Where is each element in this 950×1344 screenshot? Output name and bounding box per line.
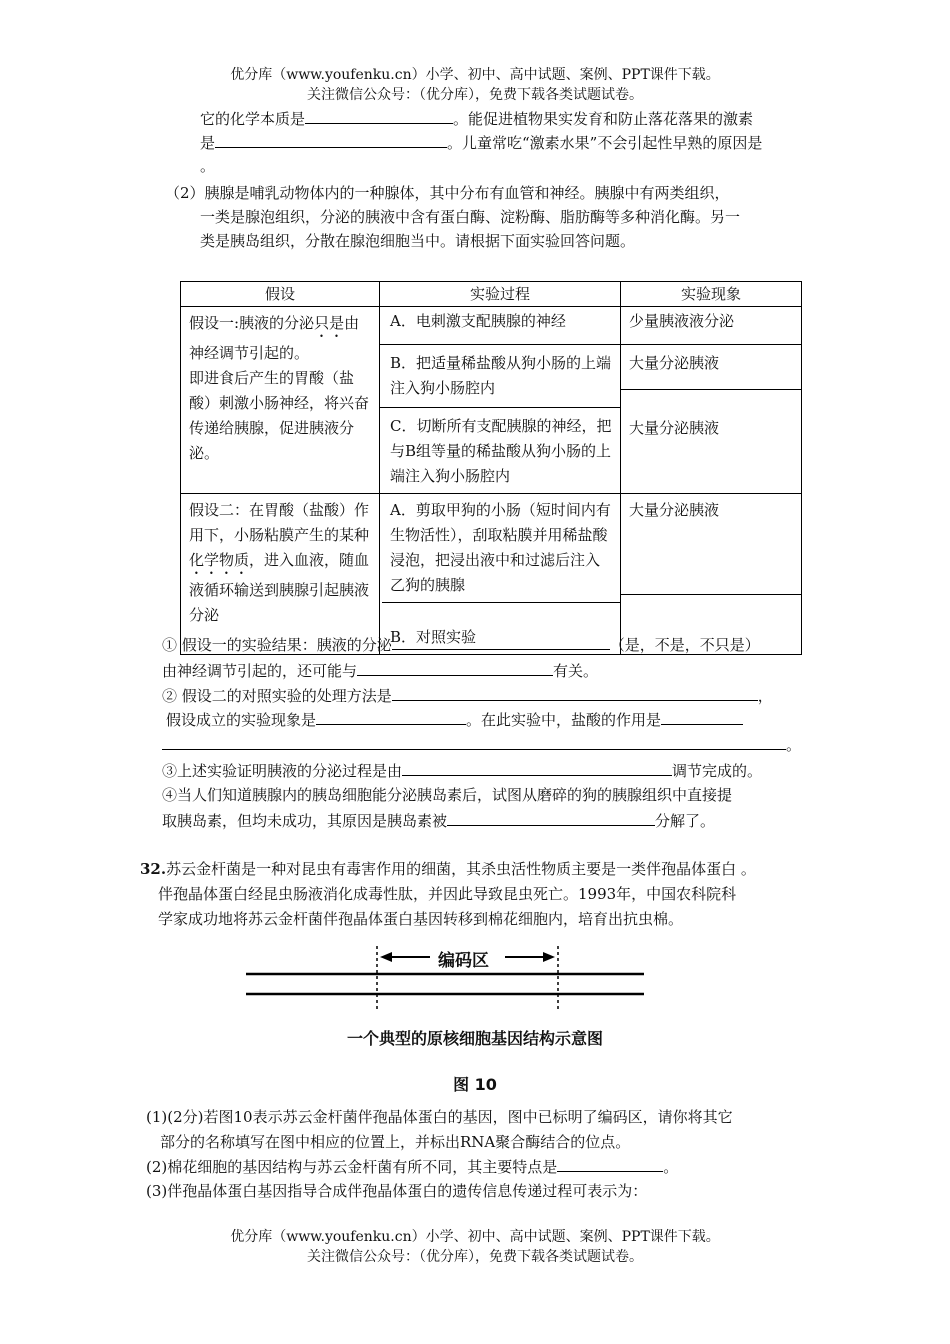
hypothesis-1 — [181, 307, 380, 494]
result-c: 大量分泌胰液 — [621, 389, 801, 441]
process-c: C．切断所有支配胰腺的神经，把与B组等量的稀盐酸从狗小肠的上端注入狗小肠腔内 — [380, 407, 620, 489]
header-line-1: 优分库（www.youfenku.cn）小学、初中、高中试题、案例、PPT课件下载。 — [230, 67, 720, 83]
blank[interactable] — [447, 809, 655, 826]
text: 由神经调节引起的。 — [189, 314, 360, 362]
text: 它的化学本质是 — [200, 110, 306, 128]
process-2 — [380, 494, 621, 655]
footer-line-1: 优分库（www.youfenku.cn）小学、初中、高中试题、案例、PPT课件下载。 — [230, 1229, 720, 1245]
blank[interactable] — [402, 759, 672, 776]
text: 分解了。 — [655, 812, 716, 830]
text: 。 — [786, 736, 802, 754]
subq-2-line-2 — [166, 708, 743, 731]
text: 。 — [663, 1158, 679, 1176]
q32-sub3: (3)伴孢晶体蛋白基因指导合成伴孢晶体蛋白的遗传信息传递过程可表示为： — [146, 1182, 648, 1200]
text: 假设成立的实验现象是 — [166, 711, 317, 729]
text: 由神经调节引起的，还可能与 — [162, 662, 358, 680]
text: 是 — [200, 134, 216, 152]
process-2b: B．对照实验 — [382, 602, 620, 650]
process-b: B．把适量稀盐酸从狗小肠的上端注入狗小肠腔内 — [380, 344, 620, 401]
blank[interactable] — [392, 684, 758, 701]
blank[interactable] — [162, 733, 786, 750]
text: (2)棉花细胞的基因结构与苏云金杆菌有所不同，其主要特点是 — [146, 1158, 558, 1176]
subq-4-line-1: ④当人们知道胰腺内的胰岛细胞能分泌胰岛素后，试图从磨碎的狗的胰腺组织中直接提 — [162, 786, 733, 804]
q32-sub1-line-2: 部分的名称填写在图中相应的位置上，并标出RNA聚合酶结合的位点。 — [160, 1133, 631, 1151]
text: ，进入血液，随血液循环输送到胰腺引起胰液分泌 — [189, 551, 370, 624]
blank[interactable] — [557, 1155, 663, 1172]
result-2 — [621, 494, 802, 655]
text: ③上述实验证明胰液的分泌过程是由 — [162, 762, 403, 780]
text: ① 假设一的实验结果：胰液的分泌 — [162, 636, 392, 654]
subq-1-line-2 — [162, 659, 598, 682]
subq-4-line-2 — [162, 809, 715, 832]
hypothesis-2 — [181, 494, 380, 655]
text: 。在此实验中，盐酸的作用是 — [466, 711, 662, 729]
blank[interactable] — [392, 633, 610, 650]
experiment-table — [180, 281, 802, 655]
process-2a: A．剪取甲狗的小肠（短时间内有生物活性），刮取粘膜并用稀盐酸浸泡，把浸出液中和过滤后注入乙狗的胰腺 — [390, 501, 611, 594]
table-row — [181, 307, 802, 494]
emphasis-text: 化学物质 — [189, 551, 250, 569]
q31-line-2 — [200, 131, 762, 154]
col-hypothesis: 假设 — [181, 282, 380, 307]
blank[interactable] — [316, 708, 466, 725]
text: 。儿童常吃“激素水果”不会引起性早熟的原因是 — [447, 134, 763, 152]
result-1 — [621, 307, 802, 494]
result-b: 大量分泌胰液 — [621, 344, 801, 383]
col-result: 实验现象 — [621, 282, 802, 307]
blank[interactable] — [357, 659, 553, 676]
text: 。能促进植物果实发育和防止落花落果的激素 — [453, 110, 754, 128]
table-header-row — [181, 282, 802, 307]
result-2b — [621, 594, 801, 621]
subq-2-line-3 — [162, 733, 801, 756]
question-number: 32. — [140, 860, 167, 878]
q31-p2-line-2: 一类是腺泡组织，分泌的胰液中含有蛋白酶、淀粉酶、脂肪酶等多种消化酶。另一 — [200, 208, 741, 226]
q31-line-1 — [200, 107, 753, 130]
q32-line-1 — [140, 858, 756, 880]
text: 假设二：在胃酸（盐酸）作用下，小肠粘膜产生的某种 — [189, 501, 370, 544]
figure-caption: 一个典型的原核细胞基因结构示意图 — [346, 1029, 603, 1048]
q32-line-2: 伴孢晶体蛋白经昆虫肠液消化成毒性肽，并因此导致昆虫死亡。1993年，中国农科院科 — [158, 885, 737, 903]
right-arrow-head — [543, 952, 555, 962]
q31-p2-line-3: 类是胰岛组织，分散在腺泡细胞当中。请根据下面实验回答问题。 — [200, 232, 636, 250]
q31-line-3: 。 — [200, 157, 216, 175]
text: ， — [757, 687, 773, 705]
q32-sub2 — [146, 1155, 678, 1178]
subq-3 — [162, 759, 762, 782]
text: 取胰岛素，但均未成功，其原因是胰岛素被 — [162, 812, 448, 830]
blank[interactable] — [305, 107, 453, 124]
text: 苏云金杆菌是一种对昆虫有毒害作用的细菌，其杀虫活性物质主要是一类伴孢晶体蛋白 。 — [166, 860, 756, 878]
blank[interactable] — [661, 708, 743, 725]
q32-line-3: 学家成功地将苏云金杆菌伴孢晶体蛋白基因转移到棉花细胞内，培育出抗虫棉。 — [158, 910, 684, 928]
subq-2-line-1 — [162, 684, 773, 707]
col-process: 实验过程 — [380, 282, 621, 307]
blank[interactable] — [215, 131, 447, 148]
q32-sub1-line-1: (1)(2分)若图10表示苏云金杆菌伴孢晶体蛋白的基因，图中已标明了编码区，请你将其它 — [146, 1108, 733, 1126]
table-row — [181, 494, 802, 655]
text: 假设一:胰液的分泌 — [189, 314, 315, 332]
result-2a: 大量分泌胰液 — [629, 501, 720, 519]
q31-p2-line-1: （2）胰腺是哺乳动物体内的一种腺体，其中分布有血管和神经。胰腺中有两类组织， — [165, 184, 730, 202]
process-1 — [380, 307, 621, 494]
coding-region-label: 编码区 — [438, 951, 489, 971]
result-a: 少量胰液液分泌 — [629, 312, 735, 330]
text: （是，不是，不只是） — [609, 636, 760, 654]
text: 有关。 — [553, 662, 599, 680]
emphasis-text: 只是 — [314, 314, 345, 332]
header-line-2: 关注微信公众号：（优分库），免费下载各类试题试卷。 — [307, 87, 643, 103]
process-a: A．电刺激支配胰腺的神经 — [390, 312, 566, 330]
text: 调节完成的。 — [672, 762, 763, 780]
footer-line-2: 关注微信公众号：（优分库），免费下载各类试题试卷。 — [307, 1249, 643, 1265]
text: ② 假设二的对照实验的处理方法是 — [162, 687, 392, 705]
text: 即进食后产生的胃酸（盐酸）刺激小肠神经，将兴奋传递给胰腺，促进胰液分泌。 — [189, 369, 370, 462]
figure-number: 图 10 — [453, 1075, 497, 1094]
subq-1-line-1 — [162, 633, 760, 656]
